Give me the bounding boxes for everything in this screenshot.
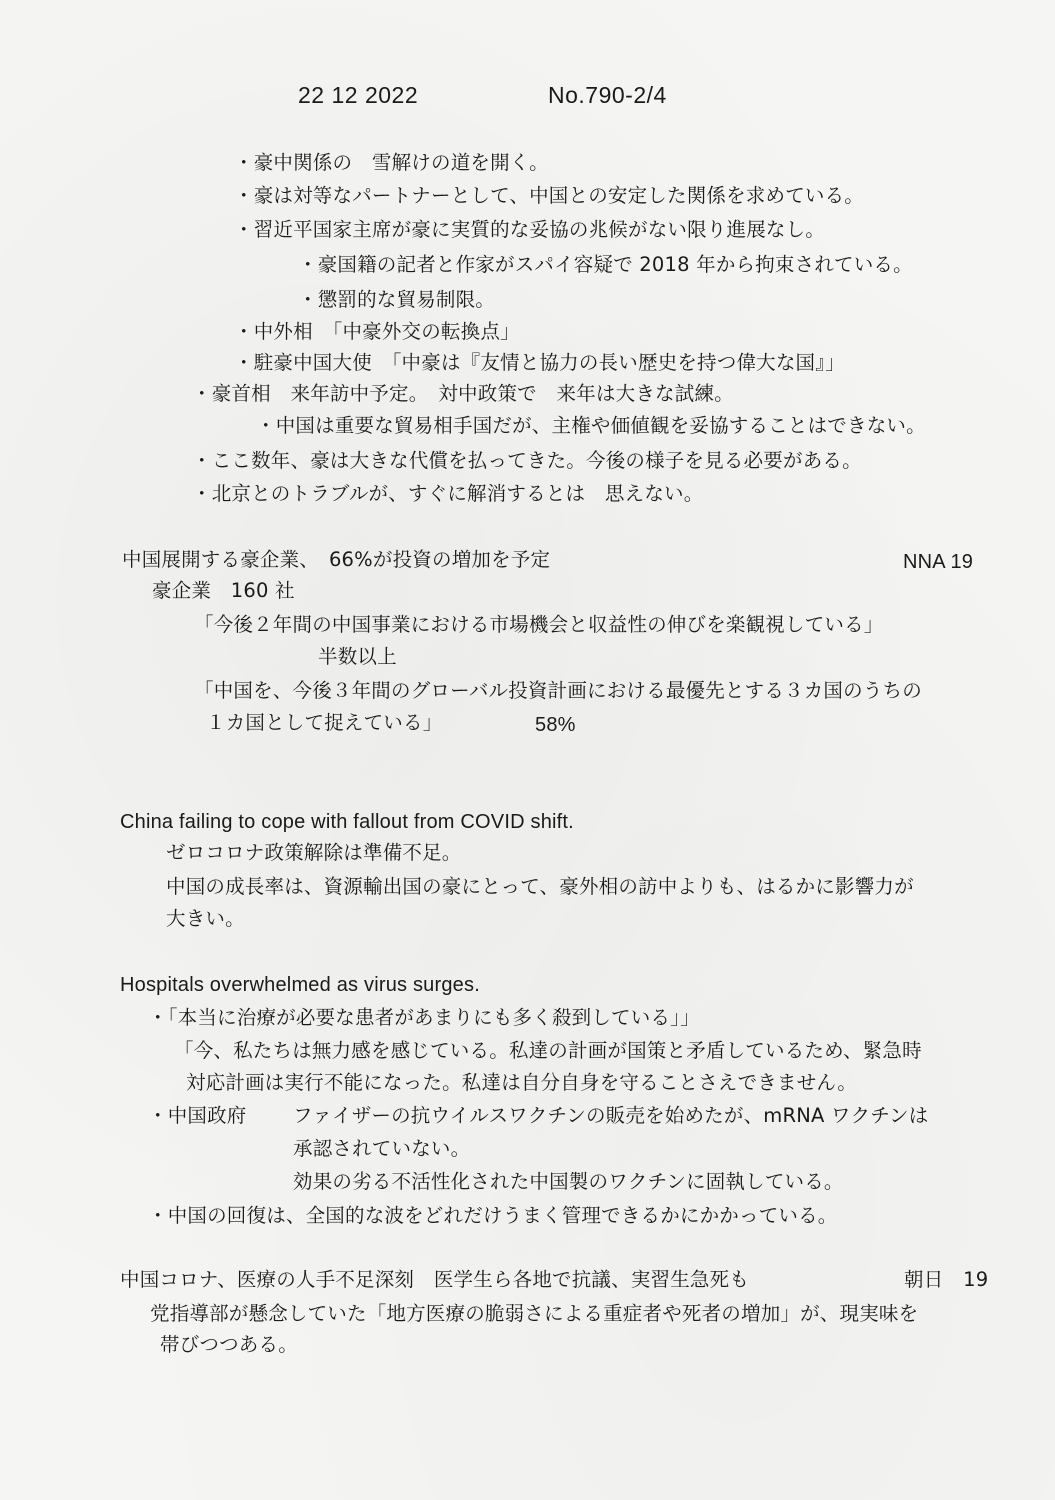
bullet-line: ・豪国籍の記者と作家がスパイ容疑で 2018 年から拘束されている。 <box>298 253 913 276</box>
hospitals-line: ・「本当に治療が必要な患者があまりにも多く殺到している」」 <box>148 1006 700 1029</box>
nna-line: 豪企業 160 社 <box>152 579 295 602</box>
hospitals-line: 「今、私たちは無力感を感じている。私達の計画が国策と矛盾しているため、緊急時 <box>174 1039 922 1062</box>
covid-shift-line: ゼロコロナ政策解除は準備不足。 <box>166 841 462 864</box>
hospitals-line: ファイザーの抗ウイルスワクチンの販売を始めたが、mRNA ワクチンは <box>293 1104 929 1127</box>
nna-line: １カ国として捉えている」 <box>206 711 443 734</box>
nna-line: 「今後２年間の中国事業における市場機会と収益性の伸びを楽観視している」 <box>194 613 884 636</box>
bullet-line: ・豪首相 来年訪中予定。 対中政策で 来年は大きな試練。 <box>192 382 734 405</box>
asahi-line: 帯びつつある。 <box>160 1333 298 1356</box>
asahi-line: 党指導部が懸念していた「地方医療の脆弱さによる重症者や死者の増加」が、現実味を <box>150 1302 919 1325</box>
bullet-line: ・習近平国家主席が豪に実質的な妥協の兆候がない限り進展なし。 <box>234 218 826 241</box>
nna-headline: 中国展開する豪企業、 66%が投資の増加を予定 <box>122 548 551 571</box>
bullet-line: ・懲罰的な貿易制限。 <box>298 288 496 311</box>
header-date: 22 12 2022 <box>298 82 419 108</box>
nna-percentage: 58% <box>535 714 576 736</box>
nna-line: 半数以上 <box>318 645 397 668</box>
bullet-line: ・豪は対等なパートナーとして、中国との安定した関係を求めている。 <box>234 184 865 207</box>
hospitals-line: ・中国政府 <box>148 1104 247 1127</box>
bullet-line: ・中国は重要な貿易相手国だが、主権や価値観を妥協することはできない。 <box>256 414 926 437</box>
header-number: No.790-2/4 <box>548 82 667 108</box>
bullet-line: ・駐豪中国大使 「中豪は『友情と協力の長い歴史を持つ偉大な国』」 <box>234 351 845 374</box>
hospitals-line: 承認されていない。 <box>293 1137 471 1160</box>
hospitals-headline: Hospitals overwhelmed as virus surges. <box>120 974 480 996</box>
hospitals-line: 対応計画は実行不能になった。私達は自分自身を守ることさえできません。 <box>186 1071 857 1094</box>
bullet-line: ・中外相 「中豪外交の転換点」 <box>234 320 520 343</box>
covid-shift-headline: China failing to cope with fallout from COVID shift. <box>120 811 574 833</box>
hospitals-line: ・中国の回復は、全国的な波をどれだけうまく管理できるかにかかっている。 <box>148 1204 838 1227</box>
covid-shift-line: 大きい。 <box>166 907 245 930</box>
nna-line: 「中国を、今後３年間のグローバル投資計画における最優先とする３カ国のうちの <box>194 679 922 702</box>
bullet-line: ・豪中関係の 雪解けの道を開く。 <box>234 151 549 174</box>
covid-shift-line: 中国の成長率は、資源輸出国の豪にとって、豪外相の訪中よりも、はるかに影響力が <box>166 875 914 898</box>
asahi-headline: 中国コロナ、医療の人手不足深刻 医学生ら各地で抗議、実習生急死も <box>120 1268 750 1291</box>
hospitals-line: 効果の劣る不活性化された中国製のワクチンに固執している。 <box>293 1170 844 1193</box>
asahi-source: 朝日 19 <box>904 1268 989 1291</box>
nna-source: NNA 19 <box>903 551 974 573</box>
bullet-line: ・ここ数年、豪は大きな代償を払ってきた。今後の様子を見る必要がある。 <box>192 449 862 472</box>
bullet-line: ・北京とのトラブルが、すぐに解消するとは 思えない。 <box>192 482 704 505</box>
